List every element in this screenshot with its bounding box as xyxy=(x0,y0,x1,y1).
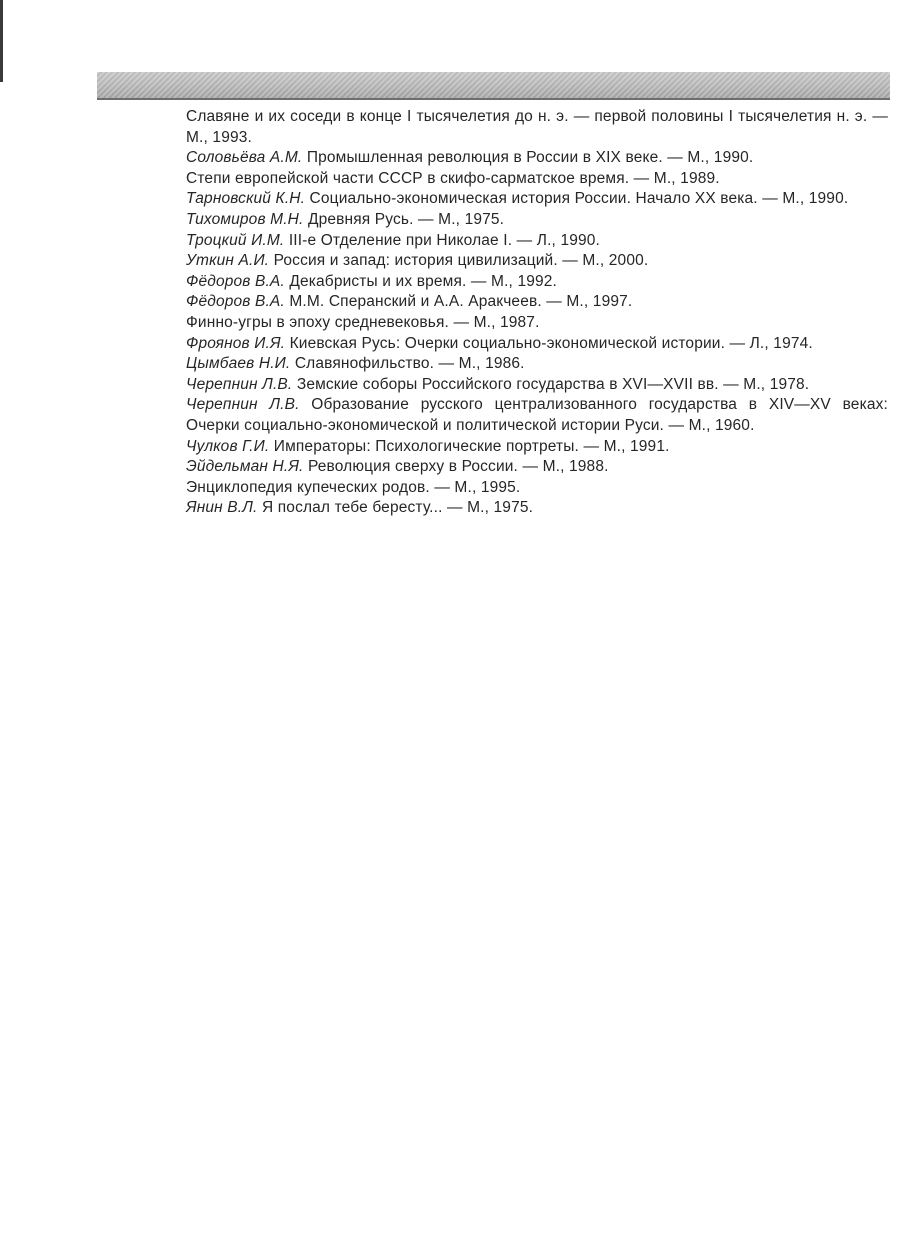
entry-text: Императоры: Психологические портреты. — М., 1991. xyxy=(273,437,670,455)
bibliography-entry xyxy=(186,478,888,499)
entry-text: Энциклопедия купеческих родов. — М., 1995. xyxy=(186,478,521,496)
entry-text: Степи европейской части СССР в скифо-сарматское время. — М., 1989. xyxy=(186,169,720,187)
bibliography-entry xyxy=(186,231,888,252)
entry-text: Земские соборы Российского государства в XVI—XVII вв. — М., 1978. xyxy=(296,375,810,393)
entry-text: Социально-экономическая история России. Начало XX века. — М., 1990. xyxy=(309,190,849,208)
page-edge-mark xyxy=(0,0,3,82)
bibliography-entry xyxy=(186,148,888,169)
bibliography-entry xyxy=(186,313,888,334)
entry-text: Финно-угры в эпоху средневековья. — М., 1987. xyxy=(186,313,540,331)
bibliography-entry xyxy=(186,169,888,190)
entry-author: Черепнин Л.В. xyxy=(186,375,293,393)
entry-author: Фёдоров В.А. xyxy=(186,272,285,290)
entry-text: Я послал тебе бересту... — М., 1975. xyxy=(261,499,534,517)
bibliography-entry xyxy=(186,437,888,458)
entry-author: Тихомиров М.Н. xyxy=(186,210,304,228)
bibliography-entry xyxy=(186,210,888,231)
bibliography-entry xyxy=(186,251,888,272)
entry-text: Образование русского централизованного государства в XIV—XV веках: Очерки социально-экономической и политической истории Руси. — М., 1960. xyxy=(186,396,888,434)
entry-text: Революция сверху в России. — М., 1988. xyxy=(307,458,609,476)
entry-author: Черепнин Л.В. xyxy=(186,396,300,414)
bibliography-entry xyxy=(186,498,888,519)
entry-text: Древняя Русь. — М., 1975. xyxy=(307,210,505,228)
entry-author: Фёдоров В.А. xyxy=(186,293,285,311)
entry-author: Уткин А.И. xyxy=(186,252,270,270)
bibliography-entry xyxy=(186,395,888,436)
entry-author: Фроянов И.Я. xyxy=(186,334,286,352)
entry-text: Декабристы и их время. — М., 1992. xyxy=(289,272,557,290)
entry-author: Чулков Г.И. xyxy=(186,437,270,455)
entry-author: Цымбаев Н.И. xyxy=(186,355,291,373)
entry-text: Славянофильство. — М., 1986. xyxy=(294,355,525,373)
bibliography-entry xyxy=(186,354,888,375)
bibliography-entry xyxy=(186,292,888,313)
entry-author: Троцкий И.М. xyxy=(186,231,285,249)
header-band xyxy=(97,72,890,100)
entry-author: Янин В.Л. xyxy=(186,499,258,517)
entry-text: Россия и запад: история цивилизаций. — М., 2000. xyxy=(273,252,649,270)
bibliography-entry xyxy=(186,457,888,478)
bibliography-entry xyxy=(186,375,888,396)
entry-author: Соловьёва А.М. xyxy=(186,149,303,167)
entry-text: М.М. Сперанский и А.А. Аракчеев. — М., 1997. xyxy=(289,293,633,311)
entry-text: Славяне и их соседи в конце I тысячелетия до н. э. — первой половины I тысячелетия н. э. — М., 1993. xyxy=(186,108,888,146)
entry-text: III-е Отделение при Николае I. — Л., 1990. xyxy=(288,231,600,249)
bibliography-entry xyxy=(186,189,888,210)
bibliography-entry xyxy=(186,107,888,148)
entry-author: Тарновский К.Н. xyxy=(186,190,306,208)
entry-author: Эйдельман Н.Я. xyxy=(186,458,304,476)
bibliography-entry xyxy=(186,334,888,355)
entry-text: Промышленная революция в России в XIX веке. — М., 1990. xyxy=(306,149,754,167)
bibliography-entry xyxy=(186,272,888,293)
entry-text: Киевская Русь: Очерки социально-экономической истории. — Л., 1974. xyxy=(289,334,813,352)
bibliography-list xyxy=(186,107,888,519)
